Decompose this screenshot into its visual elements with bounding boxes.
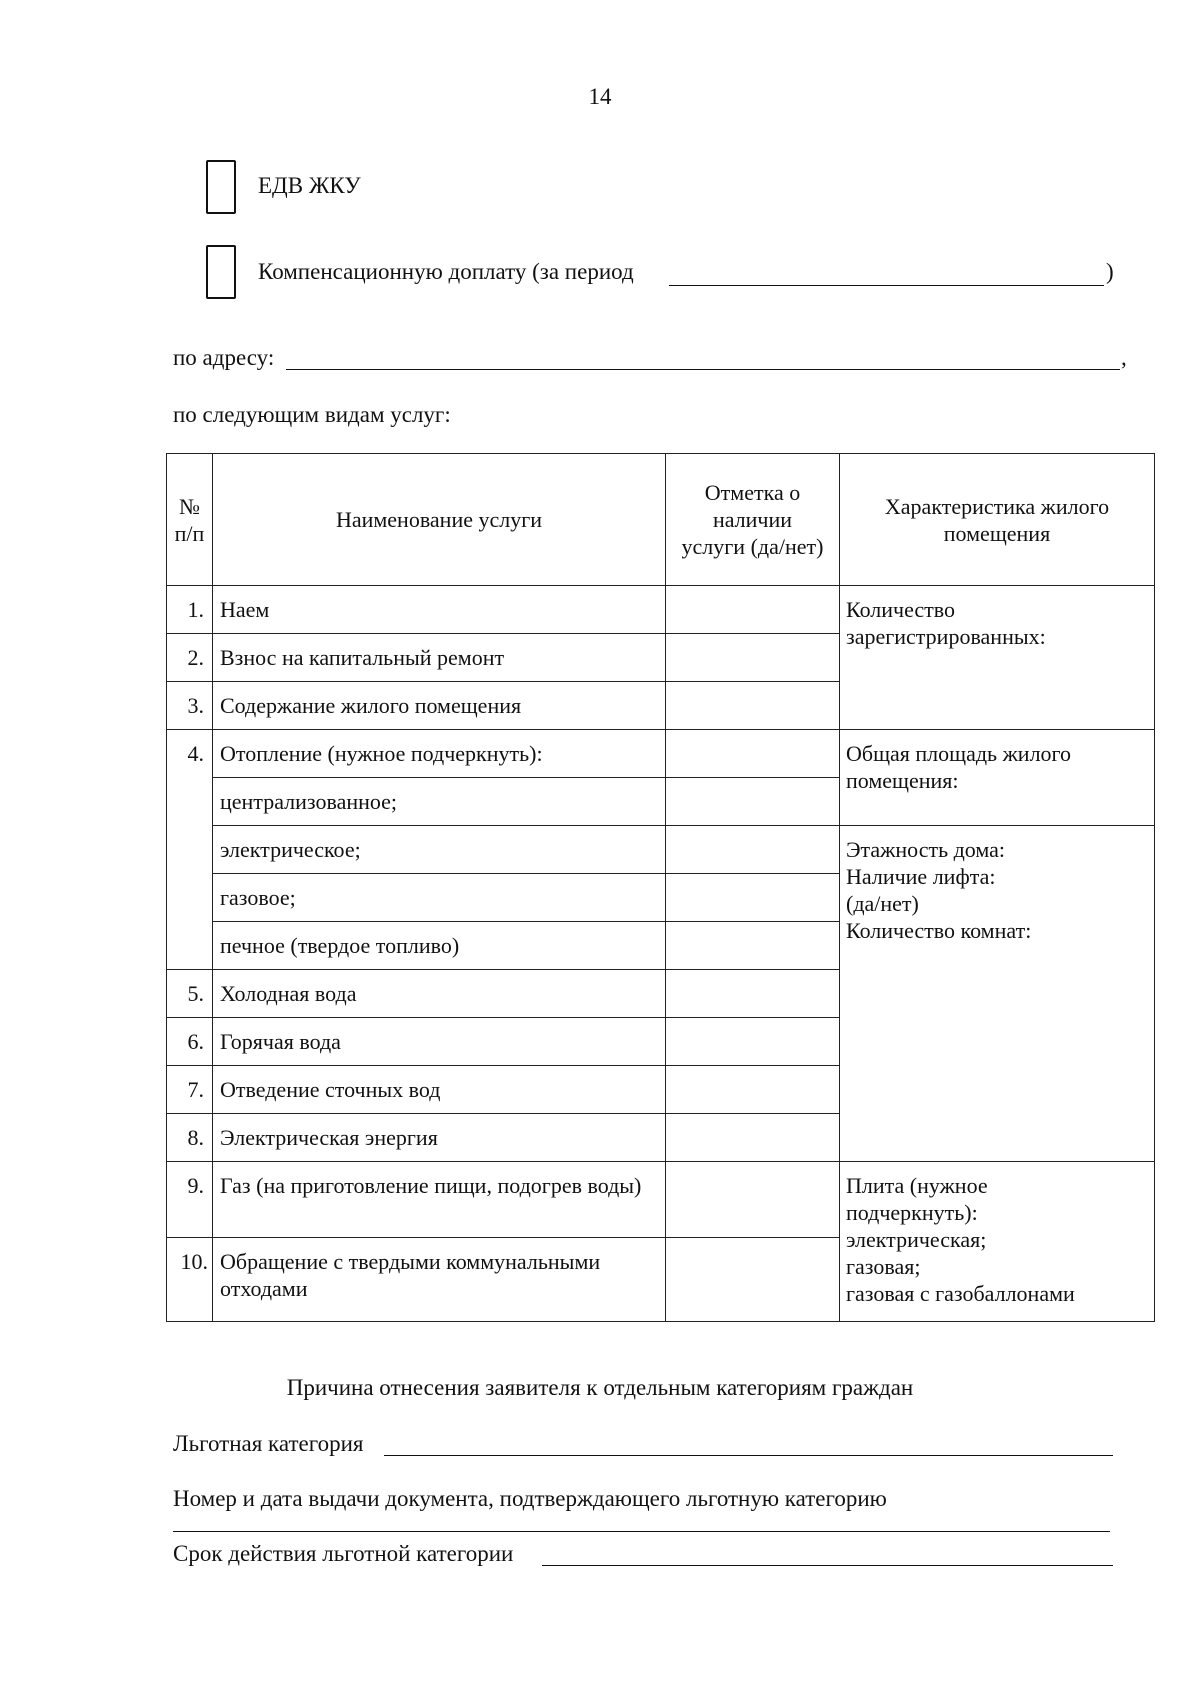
address-field[interactable] [286,369,1120,370]
row-mark[interactable] [666,970,840,1018]
row-name: Газ (на приготовление пищи, подогрев воды) [213,1162,666,1238]
table-row [167,1162,1155,1238]
row-name: Горячая вода [213,1018,666,1066]
row-name: газовое; [213,874,666,922]
row-mark[interactable] [666,1018,840,1066]
row-num: 6. [167,1018,213,1066]
header-name: Наименование услуги [213,454,666,586]
row-mark[interactable] [666,1162,840,1238]
char-stove[interactable] [840,1162,1155,1322]
char-stove-gas-cylinder: газовая с газобаллонами [846,1281,1075,1306]
char-floors: Этажность дома: [846,837,1006,862]
char-rooms: Количество комнат: [846,918,1032,943]
address-comma: , [1121,345,1127,370]
table-header-row [167,454,1155,586]
row-mark[interactable] [666,778,840,826]
reason-title: Причина отнесения заявителя к отдельным категориям граждан [286,1375,914,1400]
row-name: Отопление (нужное подчеркнуть): [213,730,666,778]
services-intro: по следующим видам услуг: [173,402,451,427]
row-num: 3. [167,682,213,730]
row-num: 7. [167,1066,213,1114]
row-name: централизованное; [213,778,666,826]
row-name: Электрическая энергия [213,1114,666,1162]
row-num: 4. [167,730,213,970]
benefit-category-field[interactable] [384,1455,1113,1456]
char-area[interactable]: Общая площадь жилого помещения: [840,730,1155,826]
row-name: Содержание жилого помещения [213,682,666,730]
row-name: Взнос на капитальный ремонт [213,634,666,682]
row-mark[interactable] [666,634,840,682]
header-characteristic: Характеристика жилого помещения [840,454,1155,586]
services-table [166,453,1155,1322]
row-mark[interactable] [666,1114,840,1162]
row-name: Обращение с твердыми коммунальными отходами [213,1238,666,1322]
row-num: 8. [167,1114,213,1162]
row-mark[interactable] [666,1238,840,1322]
validity-field[interactable] [542,1565,1113,1566]
row-mark[interactable] [666,586,840,634]
page-number: 14 [588,84,612,109]
char-stove-title: Плита (нужное подчеркнуть): [846,1173,988,1225]
row-num: 10. [167,1238,213,1322]
row-name: Наем [213,586,666,634]
validity-label: Срок действия льготной категории [173,1541,514,1566]
row-name: электрическое; [213,826,666,874]
document-label: Номер и дата выдачи документа, подтверждающего льготную категорию [173,1486,887,1511]
char-stove-electric: электрическая; [846,1227,987,1252]
row-mark[interactable] [666,826,840,874]
row-mark[interactable] [666,730,840,778]
document-field[interactable] [173,1531,1110,1532]
period-field[interactable] [669,285,1104,286]
row-name: печное (твердое топливо) [213,922,666,970]
row-mark[interactable] [666,1066,840,1114]
edv-checkbox[interactable] [206,160,236,214]
table-row [167,826,1155,874]
char-lift: Наличие лифта: [846,864,996,889]
benefit-category-label: Льготная категория [173,1431,364,1456]
char-building[interactable] [840,826,1155,1162]
table-row [167,586,1155,634]
table-row [167,730,1155,778]
row-mark[interactable] [666,922,840,970]
char-lift-hint: (да/нет) [846,891,919,916]
row-num: 2. [167,634,213,682]
address-label: по адресу: [173,345,275,370]
compensation-label: Компенсационную доплату (за период [258,259,634,284]
period-close-paren: ) [1106,259,1114,284]
header-num: № п/п [167,454,213,586]
row-name: Холодная вода [213,970,666,1018]
header-mark: Отметка о наличии услуги (да/нет) [666,454,840,586]
edv-label: ЕДВ ЖКУ [258,173,361,198]
compensation-checkbox[interactable] [206,245,236,299]
char-stove-gas: газовая; [846,1254,921,1279]
char-registered[interactable]: Количество зарегистрированных: [840,586,1155,730]
row-num: 1. [167,586,213,634]
row-name: Отведение сточных вод [213,1066,666,1114]
row-num: 5. [167,970,213,1018]
row-num: 9. [167,1162,213,1238]
row-mark[interactable] [666,874,840,922]
row-mark[interactable] [666,682,840,730]
